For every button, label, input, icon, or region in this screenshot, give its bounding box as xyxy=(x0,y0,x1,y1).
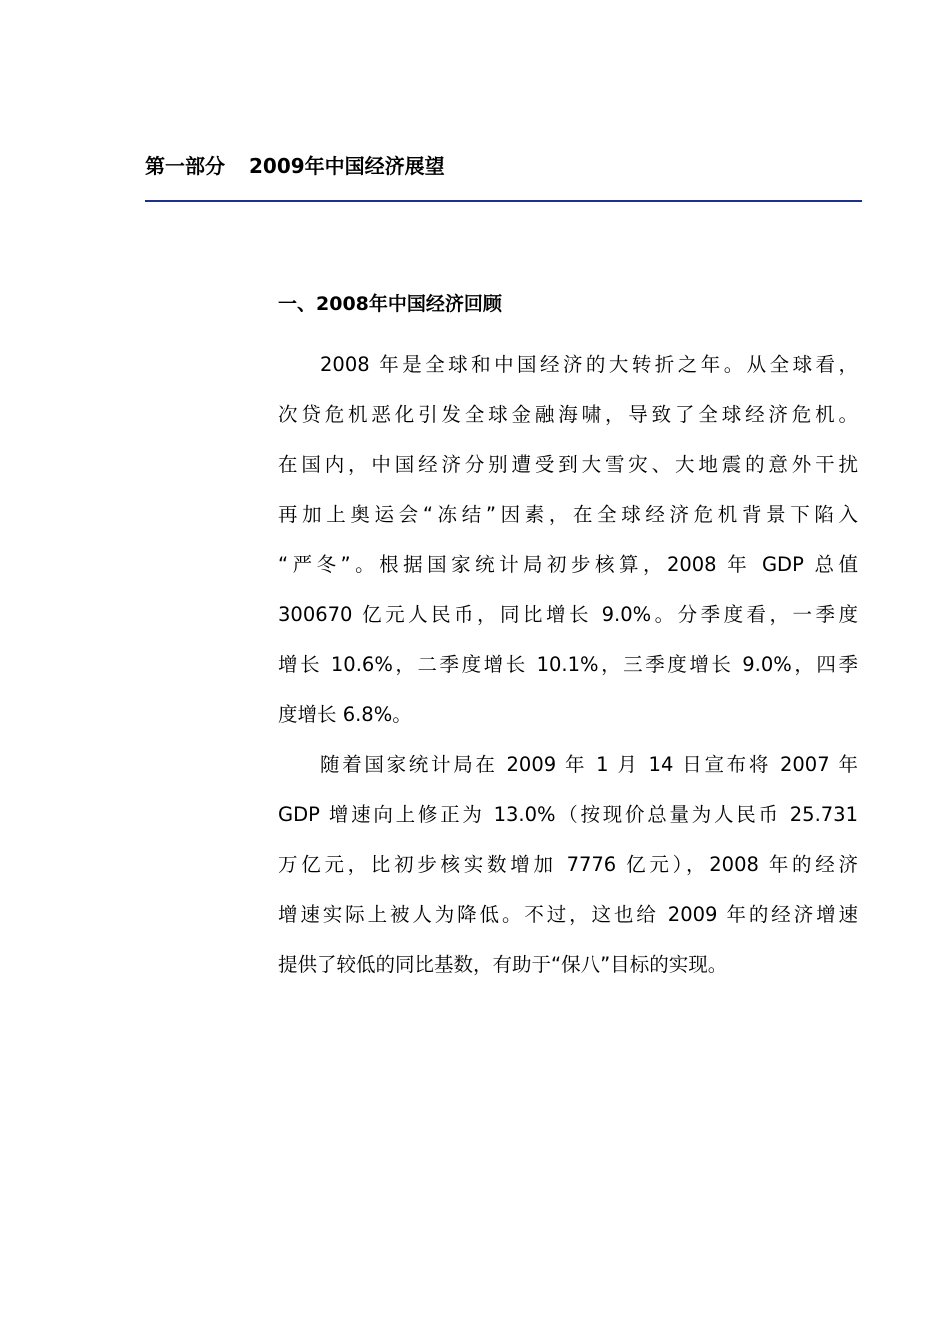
paragraph-gdp-revision xyxy=(278,745,858,995)
title-divider xyxy=(145,200,862,202)
paragraph-line: 次贷危机恶化引发全球金融海啸，导致了全球经济危机。 xyxy=(278,403,858,426)
section-heading: 一、2008年中国经济回顾 xyxy=(278,293,502,315)
paragraph-line: 2008 年是全球和中国经济的大转折之年。从全球看， xyxy=(320,353,858,376)
paragraph-line: “严冬”。根据国家统计局初步核算，2008 年 GDP 总值 xyxy=(278,553,858,576)
part-title xyxy=(145,152,445,180)
paragraph-line: GDP 增速向上修正为 13.0%（按现价总量为人民币 25.731 xyxy=(278,803,858,826)
paragraph-line: 增长 10.6%，二季度增长 10.1%，三季度增长 9.0%，四季 xyxy=(278,653,858,676)
part-label: 第一部分 xyxy=(145,154,225,178)
paragraph-2008-review xyxy=(278,345,858,745)
paragraph-line: 度增长 6.8%。 xyxy=(278,703,412,726)
paragraph-line: 300670 亿元人民币，同比增长 9.0%。分季度看，一季度 xyxy=(278,603,858,626)
paragraph-line: 增速实际上被人为降低。不过，这也给 2009 年的经济增速 xyxy=(278,903,858,926)
paragraph-line: 在国内，中国经济分别遭受到大雪灾、大地震的意外干扰 xyxy=(278,453,858,476)
paragraph-line: 提供了较低的同比基数，有助于“保八”目标的实现。 xyxy=(278,953,728,976)
part-title-text: 2009年中国经济展望 xyxy=(249,154,445,178)
paragraph-line: 再加上奥运会“冻结”因素，在全球经济危机背景下陷入 xyxy=(278,503,858,526)
paragraph-line: 随着国家统计局在 2009 年 1 月 14 日宣布将 2007 年 xyxy=(320,753,858,776)
paragraph-line: 万亿元，比初步核实数增加 7776 亿元），2008 年的经济 xyxy=(278,853,858,876)
